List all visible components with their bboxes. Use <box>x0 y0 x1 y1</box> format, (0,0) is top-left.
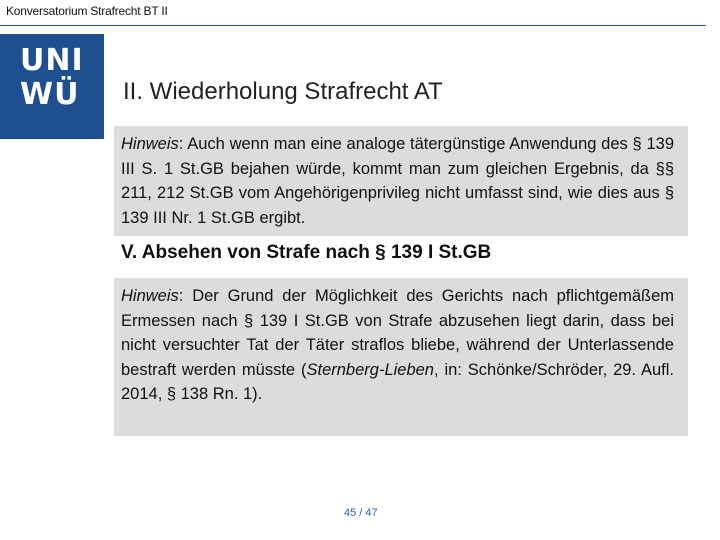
subheading: V. Absehen von Strafe nach § 139 I St.GB <box>121 242 492 263</box>
logo-text <box>20 44 102 134</box>
note-paragraph-1 <box>121 132 674 230</box>
note-text: : Auch wenn man eine analoge tätergünstige Anwendung des § 139 III S. 1 St.GB bejahen würde, kommt man zum gleichen Ergebnis, da §§ 211, 212 St.GB vom Angehörigenprivileg nicht umfasst sind, wie dies aus § 139 III Nr. 1 St.GB ergibt. <box>121 135 674 227</box>
note-paragraph-2 <box>121 284 674 407</box>
logo-line-2: WÜ <box>20 77 80 112</box>
citation-author: Sternberg-Lieben <box>306 360 434 379</box>
logo-divider <box>104 72 113 102</box>
note-label: Hinweis <box>121 287 179 305</box>
note-box-1 <box>114 126 688 236</box>
page-number: 45 / 47 <box>344 507 378 519</box>
header-title: Konversatorium Strafrecht BT II <box>6 4 168 18</box>
note-text-continued: , in: Schönke/Schröder, 29. Aufl. 2014, § 138 Rn. 1). <box>121 360 675 403</box>
note-text: : Der Grund der Möglichkeit des Gerichts nach pflichtgemäßem Ermessen nach § 139 I St.GB von Strafe abzusehen liegt darin, dass bei nicht versuchter Tat der Täter straflos bliebe, während der Unterlassende bestraft werden müsste ( <box>121 287 674 379</box>
note-box-2 <box>114 278 688 436</box>
logo-line-1: UNI <box>20 43 84 78</box>
section-title: II. Wiederholung Strafrecht AT <box>123 78 443 105</box>
note-label: Hinweis <box>121 135 179 153</box>
header-rule <box>0 25 706 26</box>
